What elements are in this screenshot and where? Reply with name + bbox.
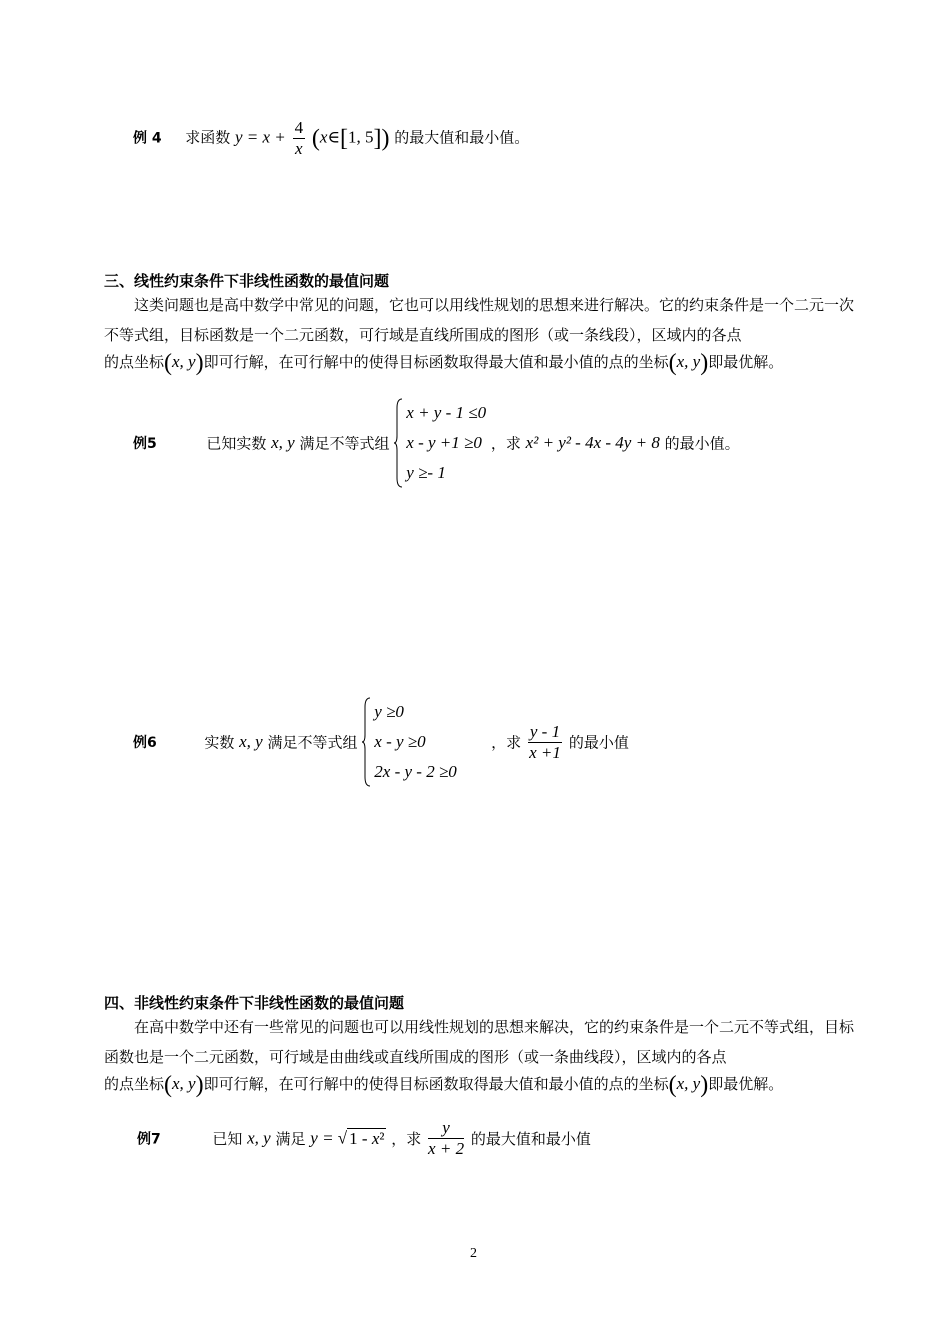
inequality-row-2: x - y +1 ≥0 [406,433,482,452]
section-4-title: 四、非线性约束条件下非线性函数的最值问题 [104,994,405,1012]
inequality-row-1: x + y - 1 ≤0 [406,403,487,422]
example-6-fraction [528,722,562,763]
inequality-row-2: x - y ≥0 [374,732,426,751]
left-brace-icon [362,697,371,787]
section-3-title: 三、线性约束条件下非线性函数的最值问题 [104,272,390,290]
section-4-text-end: 即最优解。 [708,1075,784,1093]
inequality-row-1: y ≥0 [374,702,404,721]
example-5-mid: 满足不等式组 [299,434,390,453]
example-6: 例6 实数 x, y 满足不等式组 y ≥0 x - y ≥0 2x - y - 2 ≥0 ，求 $\frac{y - 1}{x +1}$ 的最小值 [133,697,629,787]
inequality-row-3: y ≥- 1 [406,463,446,482]
example-4-domain: x∈ [319,127,340,147]
example-7-label: 例7 [137,1131,161,1148]
example-6-mid: 满足不等式组 [267,733,358,752]
example-7: 例7 已知 x, y 满足 y = √ 1 - x² ，求 $\frac{y}{x + 2}$ 的最大值和最小值 [137,1118,591,1158]
example-4: 例 4 求函数 y = x + $\frac{4}{x}$ (x∈[1, 5]) 的最大值和最小值。 [133,118,530,158]
fraction-numerator: y [428,1118,464,1139]
example-4-tail: 的最大值和最小值。 [394,128,530,147]
example-5-lead: 已知实数 [206,434,267,453]
example-6-tail: 的最小值 [568,733,629,752]
fraction-numerator: 4 [294,118,304,137]
section-3-paragraph-last-line: 的点坐标(x, y)即可行解，在可行解中的使得目标函数取得最大值和最小值的点的坐标(x, y)即最优解。 [104,350,784,376]
section-4-text-mid: 即可行解，在可行解中的使得目标函数取得最大值和最小值的点的坐标 [203,1075,669,1093]
example-5: 例5 已知实数 x, y 满足不等式组 x + y - 1 ≤0 x - y +1 ≥0 y ≥- 1 ，求 x² + y² - 4x - 4y + 8 的最小值。 [133,398,740,488]
fraction-numerator: y - 1 [529,721,561,741]
example-6-label: 例6 [133,735,157,751]
example-6-lead: 实数 [204,733,235,752]
section-3-text-mid: 即可行解，在可行解中的使得目标函数取得最大值和最小值的点的坐标 [203,353,669,371]
example-7-tail: 的最大值和最小值 [470,1130,591,1148]
example-4-formula: y = x + [234,127,286,147]
example-7-ask: ，求 [391,1130,422,1148]
example-7-constraint: y = √ 1 - x² [310,1128,385,1148]
example-5-inequality-system [394,398,486,488]
inequality-row-3: 2x - y - 2 ≥0 [374,762,457,781]
example-5-tail: 的最小值。 [664,434,740,453]
example-7-fraction [428,1118,464,1159]
example-6-inequality-system [362,697,486,787]
section-3-text: 这类问题也是高中数学中常见的问题，它也可以用线性规划的思想来进行解决。它的约束条件是一个二元一次不等式组，目标函数是一个二元函数，可行域是直线所围成的图形（或一条线段），区域内的各点 [104,296,855,344]
example-7-mid: 满足 [275,1130,306,1148]
section-4-text: 在高中数学中还有一些常见的问题也可以用线性规划的思想来解决，它的约束条件是一个二元不等式组，目标函数也是一个二元函数，可行域是由曲线或直线所围成的图形（或一条曲线段），区域内的各点 [104,1018,855,1066]
example-4-lead: 求函数 [185,128,231,147]
section-3-text-end: 即最优解。 [708,353,784,371]
fraction-denominator: x +1 [529,742,561,762]
example-4-label: 例 4 [133,130,162,147]
section-4-paragraph-last-line: 的点坐标(x, y)即可行解，在可行解中的使得目标函数取得最大值和最小值的点的坐标(x, y)即最优解。 [104,1072,784,1098]
left-brace-icon [394,398,403,488]
example-4-fraction [293,118,306,159]
example-6-ask: ，求 [491,733,522,752]
example-7-lead: 已知 [212,1130,243,1148]
section-3-text-pre: 的点坐标 [104,353,165,371]
page-number: 2 [470,1246,477,1261]
section-3-paragraph [104,290,864,350]
section-4-paragraph [104,1012,864,1072]
example-5-label: 例5 [133,436,157,452]
example-5-target: x² + y² - 4x - 4y + 8 [525,433,660,452]
example-5-ask: ，求 [490,434,521,453]
section-4-text-pre: 的点坐标 [104,1075,165,1093]
fraction-denominator: x [295,139,303,158]
fraction-denominator: x + 2 [428,1139,465,1158]
